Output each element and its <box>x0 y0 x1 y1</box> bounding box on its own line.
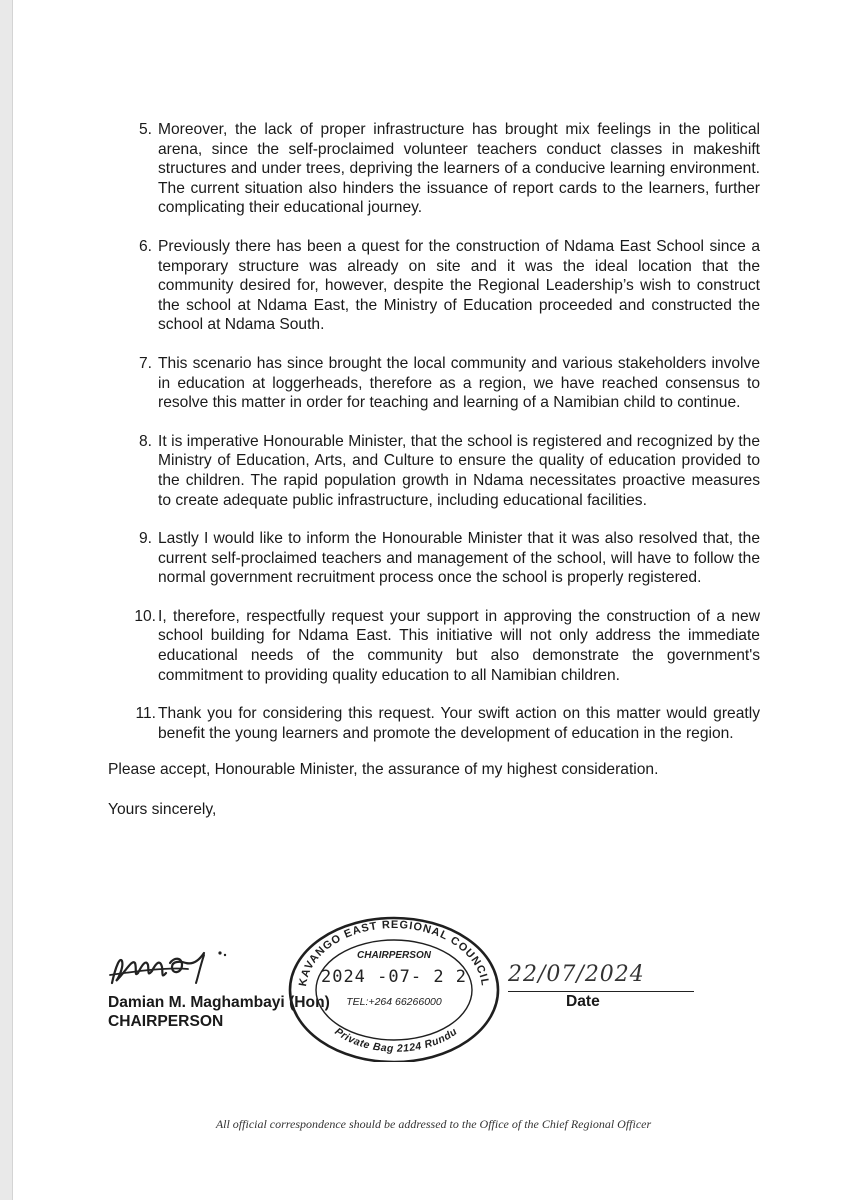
paragraph-text: Moreover, the lack of proper infrastructure has brought mix feelings in the political arena, since the self-proclaimed volunteer teachers conduct classes in makeshift structures and under trees, depriving the learners of a conducive learning environment. The current situation also hinders the issuance of report cards to the learners, further complicating their educational journey. <box>158 121 760 217</box>
paragraph-text: Lastly I would like to inform the Honourable Minister that it was also resolved that, the current self-proclaimed teachers and management of the school, will have to follow the normal government recruitment process once the school is properly registered. <box>158 530 760 587</box>
letter-body <box>108 120 760 820</box>
stamp-org-text: KAVANGO EAST REGIONAL COUNCIL <box>297 918 491 988</box>
page-edge-shadow <box>0 0 13 1200</box>
date-underline <box>508 991 694 992</box>
signer-name: Damian M. Maghambayi (Hon) <box>108 994 330 1011</box>
paragraph-11 <box>108 704 760 743</box>
handwritten-date: 22/07/2024 <box>508 962 645 987</box>
paragraph-text: Previously there has been a quest for the construction of Ndama East School since a temporary structure was already on site and it was the ideal location that the community desired for, however, despite the Regional Leadership’s wish to construct the school at Ndama East, the Ministry of Education proceeded and constructed the school at Ndama South. <box>158 237 760 334</box>
paragraph-number: 10. <box>134 607 156 625</box>
paragraph-5 <box>108 120 760 218</box>
official-stamp <box>286 912 502 1062</box>
paragraph-text: It is imperative Honourable Minister, that the school is registered and recognized by the Ministry of Education, Arts, and Culture to ensure the quality of education provided to the children. The rapid population growth in Ndama necessitates proactive measures to create adequate public infrastructure, including educational facilities. <box>158 432 760 509</box>
paragraph-number: 7. <box>138 354 152 372</box>
paragraph-number: 6. <box>138 237 152 255</box>
paragraph-number: 11. <box>135 705 156 723</box>
stamp-role: CHAIRPERSON <box>357 950 431 961</box>
stamp-telephone: TEL:+264 66266000 <box>346 996 442 1008</box>
signer-title: CHAIRPERSON <box>108 1013 224 1030</box>
paragraph-text: This scenario has since brought the local community and various stakeholders involve in education at loggerheads, therefore as a region, we have reached consensus to resolve this matter in order for teaching and learning of a Namibian child to continue. <box>158 354 760 412</box>
paragraph-8 <box>108 432 760 510</box>
paragraph-7 <box>108 354 760 413</box>
closing-line: Please accept, Honourable Minister, the assurance of my highest consideration. <box>108 761 659 779</box>
paragraph-number: 9. <box>138 530 152 548</box>
sign-off: Yours sincerely, <box>108 801 217 819</box>
footer-note: All official correspondence should be addressed to the Office of the Chief Regional Officer <box>215 1117 652 1131</box>
paragraph-text: Thank you for considering this request. Your swift action on this matter would greatly benefit the young learners and promote the development of education in the region. <box>158 705 760 742</box>
paragraph-number: 8. <box>138 432 152 450</box>
stamp-seal <box>286 912 502 1062</box>
paragraph-6 <box>108 237 760 335</box>
date-label: Date <box>566 993 600 1010</box>
handwritten-signature <box>108 945 248 990</box>
stamp-date: 2024 -07- 2 2 <box>320 967 468 987</box>
paragraph-9 <box>108 529 760 588</box>
paragraph-number: 5. <box>138 121 152 138</box>
stamp-address-text: Private Bag 2124 Rundu <box>332 1025 460 1055</box>
paragraph-text: I, therefore, respectfully request your support in approving the construction of a new school building for Ndama East. This initiative will not only address the immediate educational needs of the community but also demonstrate the government's commitment to providing quality education to all Namibian children. <box>158 607 760 684</box>
paragraph-10 <box>108 607 760 685</box>
